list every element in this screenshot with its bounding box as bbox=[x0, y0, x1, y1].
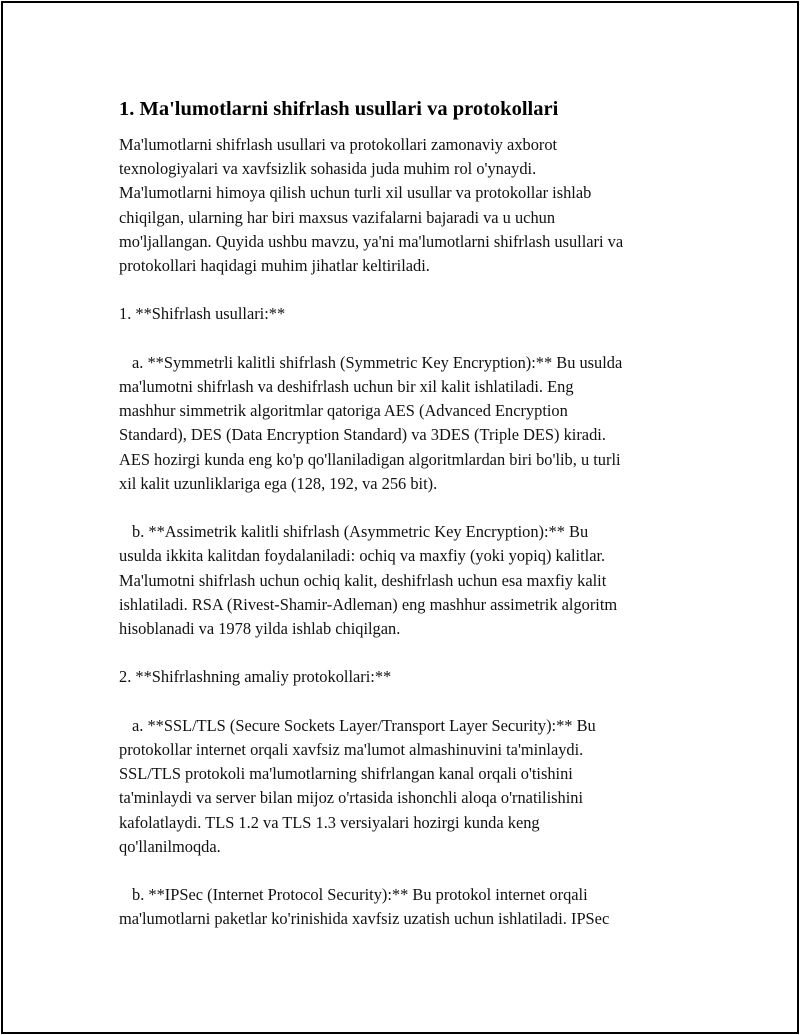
asymmetric-encryption-paragraph: b. **Assimetrik kalitli shifrlash (Asymmetric Key Encryption):** Bu usulda ikkita kalitdan foydalaniladi: ochiq va maxfiy (yoki yopiq) kalitlar. Ma'lumotni shifrlash uchun ochiq kalit, deshifrlash uchun esa maxfiy kalit ishlatiladi. RSA (Rivest-Shamir-Adleman) eng mashhur assimetrik algoritm hisoblanadi va 1978 yilda ishlab chiqilgan. bbox=[119, 522, 618, 639]
paragraph-gap bbox=[119, 278, 699, 302]
intro-paragraph: Ma'lumotlarni shifrlash usullari va protokollari zamonaviy axborot texnologiyalari va xavfsizlik sohasida juda muhim rol o'ynaydi. Ma'lumotlarni himoya qilish uchun turli xil usullar va protokollar ishlab chiqilgan, ularning har biri maxsus vazifalarni bajaradi va u uchun mo'ljallangan. Quyida ushbu mavzu, ya'ni ma'lumotlarni shifrlash usullari va protokollari haqidagi muhim jihatlar keltiriladi. bbox=[119, 135, 624, 276]
document-page bbox=[1, 1, 799, 1034]
paragraph-gap bbox=[119, 641, 699, 665]
paragraph-gap bbox=[119, 690, 699, 714]
paragraph-gap bbox=[119, 327, 699, 351]
list-heading-encryption-methods: 1. **Shifrlash usullari:** bbox=[119, 304, 286, 324]
symmetric-encryption-paragraph: a. **Symmetrli kalitli shifrlash (Symmetric Key Encryption):** Bu usulda ma'lumotni shifrlash va deshifrlash uchun bir xil kalit ishlatiladi. Eng mashhur simmetrik algoritmlar qatoriga AES (Advanced Encryption Standard), DES (Data Encryption Standard) va 3DES (Triple DES) kiradi. AES hozirgi kunda eng ko'p qo'llaniladigan algoritmlardan biri bo'lib, u turli xil kalit uzunliklariga ega (128, 192, va 256 bit). bbox=[119, 352, 623, 493]
section-heading: 1. Ma'lumotlarni shifrlash usullari va protokollari bbox=[119, 98, 559, 120]
paragraph-gap bbox=[119, 496, 699, 520]
document-body bbox=[119, 96, 699, 932]
list-heading-protocols: 2. **Shifrlashning amaliy protokollari:** bbox=[119, 667, 392, 687]
ipsec-paragraph: b. **IPSec (Internet Protocol Security):** Bu protokol internet orqali ma'lumotlarni paketlar ko'rinishida xavfsiz uzatish uchun ishlatiladi. IPSec bbox=[119, 885, 610, 929]
paragraph-gap bbox=[119, 859, 699, 883]
ssl-tls-paragraph: a. **SSL/TLS (Secure Sockets Layer/Transport Layer Security):** Bu protokollar internet orqali xavfsiz ma'lumot almashinuvini ta'minlaydi. SSL/TLS protokoli ma'lumotlarning shifrlangan kanal orqali o'tishini ta'minlaydi va server bilan mijoz o'rtasida ishonchli aloqa o'rnatilishini kafolatlaydi. TLS 1.2 va TLS 1.3 versiyalari hozirgi kunda keng qo'llanilmoqda. bbox=[119, 715, 596, 856]
